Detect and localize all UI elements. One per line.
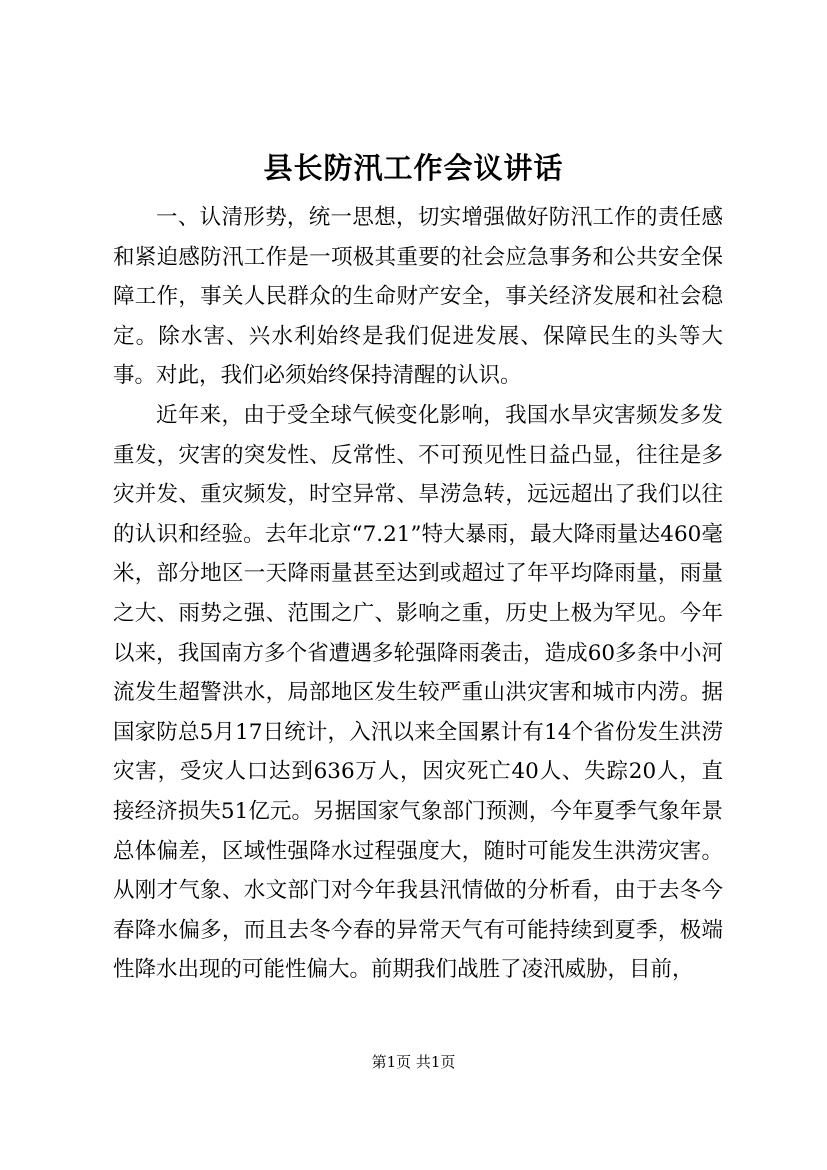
document-body — [113, 198, 723, 990]
paragraph-1: 一、认清形势，统一思想，切实增强做好防汛工作的责任感和紧迫感防汛工作是一项极其重要的社会应急事务和公共安全保障工作，事关人民群众的生命财产安全，事关经济发展和社会稳定。除水害、兴水利始终是我们促进发展、保障民生的头等大事。对此，我们必须始终保持清醒的认识。 — [113, 205, 723, 389]
paragraph-2: 近年来，由于受全球气候变化影响，我国水旱灾害频发多发重发，灾害的突发性、反常性、不可预见性日益凸显，往往是多灾并发、重灾频发，时空异常、旱涝急转，远远超出了我们以往的认识和经验。去年北京“7.21”特大暴雨，最大降雨量达460毫米，部分地区一天降雨量甚至达到或超过了年平均降雨量，雨量之大、雨势之强、范围之广、影响之重，历史上极为罕见。今年以来，我国南方多个省遭遇多轮强降雨袭击，造成60多条中小河流发生超警洪水，局部地区发生较严重山洪灾害和城市内涝。据国家防总5月17日统计，入汛以来全国累计有14个省份发生洪涝灾害，受灾人口达到636万人，因灾死亡40人、失踪20人，直接经济损失51亿元。另据国家气象部门预测，今年夏季气象年景总体偏差，区域性强降水过程强度大，随时可能发生洪涝灾害。从刚才气象、水文部门对今年我县汛情做的分析看，由于去冬今春降水偏多，而且去冬今春的异常天气有可能持续到夏季，极端性降水出现的可能性偏大。前期我们战胜了凌汛威胁，目前， — [113, 402, 723, 983]
page-footer: 第1页 共1页 — [371, 1053, 456, 1071]
document-title: 县长防汛工作会议讲话 — [263, 151, 564, 185]
